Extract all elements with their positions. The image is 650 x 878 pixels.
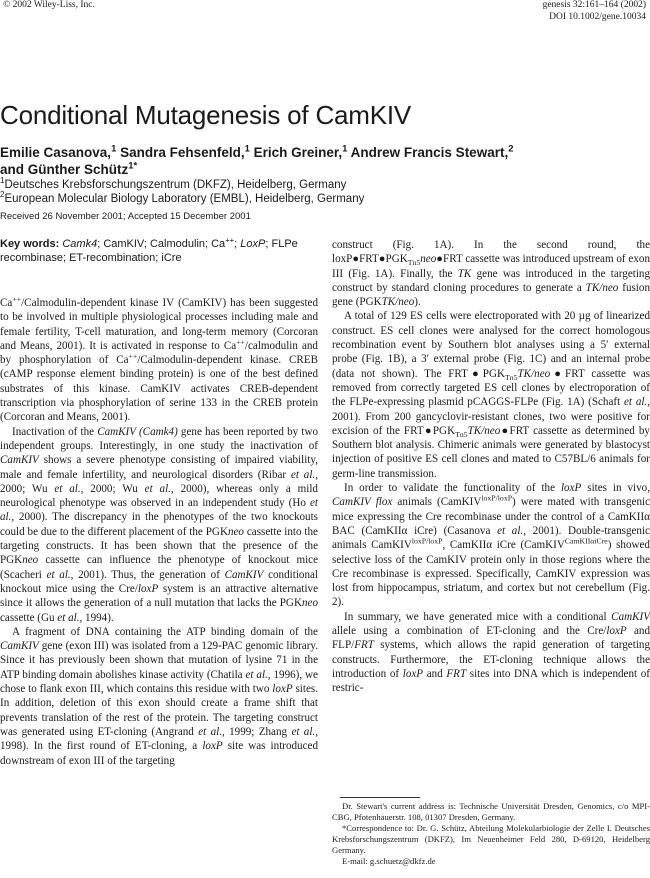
text-run: FRT bbox=[354, 639, 374, 652]
text-run: Tn5 bbox=[407, 258, 421, 268]
text-run: conditional knockout mice using the Cre/ bbox=[0, 568, 318, 595]
footnote-divider bbox=[340, 797, 420, 798]
text-run: et al., bbox=[54, 482, 84, 495]
paragraph bbox=[332, 238, 650, 309]
keyword: ; CamKIV; Calmodulin; Ca bbox=[97, 238, 226, 250]
text-run: neo bbox=[227, 525, 244, 538]
text-run: CamKIV (Camk4) bbox=[97, 425, 178, 438]
text-run: FRT bbox=[446, 667, 467, 680]
affil-marker: 1 bbox=[111, 143, 117, 155]
text-run: A fragment of DNA containing the ATP binding domain of the bbox=[12, 625, 318, 638]
text-run: 1998). In the first round of ET-cloning, a bbox=[0, 740, 203, 753]
text-run: CamKIIαiCre bbox=[564, 536, 608, 546]
affil-marker: 1 bbox=[342, 143, 348, 155]
text-run: shows a severe phenotype consisting of impaired viability, male and female infertility, and neurological disorders (Ribar bbox=[0, 454, 318, 481]
text-run: TK/neo bbox=[467, 424, 501, 437]
text-run: 1994). bbox=[82, 611, 114, 624]
text-run: 2000). The discrepancy in the phenotypes of the two knockouts could be due to the different placement of the PGK bbox=[0, 511, 318, 538]
text-run: et al., bbox=[57, 611, 83, 624]
affiliation bbox=[0, 178, 364, 192]
article-title: Conditional Mutagenesis of CamKIV bbox=[0, 100, 412, 130]
text-run: and FLP/ bbox=[332, 625, 650, 652]
text-run: fusion gene (PGK bbox=[332, 281, 650, 309]
paragraph bbox=[0, 425, 318, 625]
text-run: 2001). Thus, the generation of bbox=[73, 568, 225, 581]
text-run: ). bbox=[414, 296, 421, 309]
text-run: loxP bbox=[606, 625, 627, 638]
text-run: et al., bbox=[0, 497, 318, 524]
doi: DOI 10.1002/gene.10034 bbox=[549, 11, 646, 22]
text-run: construct (Fig. 1A). In the second round, the loxP●FRT●PGK bbox=[332, 239, 650, 266]
text-run: CamKIV bbox=[611, 610, 650, 623]
text-run: animals (CamKIV bbox=[392, 496, 482, 509]
keyword: Camk4 bbox=[62, 238, 98, 250]
text-run: TK bbox=[457, 267, 472, 280]
text-run: CamKIV bbox=[0, 454, 39, 467]
text-run: ●FRT cassette as determined by Southern blot analysis. Chimeric animals were generated by blastocyst injection of positive ES cell clones and mated to C57BL/6 animals for germ-line transmission. bbox=[332, 424, 650, 480]
keywords-label: Key words: bbox=[0, 238, 60, 250]
text-run: cassette can influence the phenotype of knockout mice (Scacheri bbox=[0, 554, 318, 581]
text-run: CamKIV flox bbox=[332, 496, 393, 509]
text-run: ) were mated with transgenic mice expressing the Cre recombinase under the control of a CamKIIα BAC (CamKIIα iCre) (Casanova bbox=[332, 496, 650, 537]
text-run: et al., bbox=[245, 668, 271, 681]
text-run: , CamKIIα iCre (CamKIV bbox=[442, 539, 565, 552]
text-run: neo bbox=[301, 597, 318, 610]
text-run: TK/neo bbox=[517, 367, 551, 380]
text-run: cassette (Gu bbox=[0, 611, 58, 624]
affil-text: European Molecular Biology Laboratory (EMBL), Heidelberg, Germany bbox=[4, 193, 365, 205]
text-run: 2001). From 200 gancyclovir-resistant clones, two were positive for excision of the FRT●PGK bbox=[332, 410, 650, 437]
keyword: LoxP bbox=[240, 238, 266, 250]
author: and Günther Schütz bbox=[0, 162, 129, 177]
text-run: ●FRT cassette was introduced upstream of exon III (Fig. 1A). Finally, the bbox=[332, 253, 650, 280]
footnote-email: E-mail: g.schuetz@dkfz.de bbox=[342, 856, 436, 866]
text-run: /Calmodulin-dependent kinase IV (CamKIV) has been suggested to be involved in multiple physiological processes including male and female fertility, T-cell maturation, and long-term memory (Corcoran and Means, 2001). It is activated in response to Ca bbox=[0, 297, 318, 352]
text-run: Ca bbox=[0, 297, 13, 309]
affil-text: Deutsches Krebsforschungszentrum (DKFZ), Heidelberg, Germany bbox=[4, 179, 347, 191]
text-run: et al., bbox=[144, 482, 174, 495]
body-column-left bbox=[0, 296, 318, 768]
text-run: neo bbox=[420, 253, 437, 266]
text-run: ++ bbox=[236, 337, 245, 347]
text-run: 1996), we chose to flank exon III, which contains this residue with two bbox=[0, 668, 318, 696]
paragraph bbox=[332, 610, 650, 696]
keyword-sep: ; bbox=[234, 238, 241, 250]
author: Sandra Fehsenfeld, bbox=[116, 145, 245, 160]
author: Erich Greiner, bbox=[249, 145, 343, 160]
text-run: ) showed selective loss of the CamKIV protein only in those regions where the Cre recombinase is expressed. Specifically, CamKIV expression was lost from hippocampus, striatum, and cortex but not cerebellum (Fig. 2). bbox=[332, 539, 650, 609]
text-run: loxP bbox=[137, 582, 159, 595]
text-run: et al., bbox=[291, 725, 318, 738]
text-run: and bbox=[423, 667, 447, 680]
text-run: In summary, we have generated mice with a conditional bbox=[344, 610, 612, 623]
keyword-sup: ++ bbox=[225, 235, 235, 245]
text-run: sites into DNA which is independent of restric- bbox=[332, 667, 650, 695]
text-run: Tn5 bbox=[505, 372, 518, 382]
text-run: /Calmodulin-dependent kinase. CREB (cAMP response element binding protein) is one of the best defined substrates of this kinase. CamKIV activates CREB-dependent transcription via phosphorylation of serine 133 in the CREB protein (Corcoran and Means, 2001). bbox=[0, 354, 319, 424]
copyright-notice: © 2002 Wiley-Liss, Inc. bbox=[3, 0, 95, 10]
journal-citation bbox=[543, 0, 646, 23]
text-run: loxP bbox=[560, 482, 582, 495]
text-run: loxP bbox=[202, 740, 223, 753]
text-run: CamKIV bbox=[224, 568, 264, 581]
footnote-address: Dr. Stewart's current address is: Technische Universität Dresden, Genomics, c/o MPI-CBG, Pfotenhauerstr. 108, 01307 Dresden, Germany. bbox=[332, 801, 650, 822]
text-run: loxP bbox=[272, 683, 293, 696]
text-run: ++ bbox=[12, 294, 22, 304]
text-run: ●FRT cassette was removed from correctly targeted ES cell clones by electroporation of the FLPe-expressing plasmid pCAGGS-FLPe (Fig. 1A) (Schaft bbox=[332, 367, 650, 409]
text-run: cassette into the targeting constructs. It has been shown that the presence of the PGK bbox=[0, 525, 318, 567]
text-run: In order to validate the functionality of the bbox=[344, 482, 561, 495]
text-run: et al., bbox=[46, 568, 74, 581]
text-run: et al., bbox=[624, 396, 650, 409]
text-run: loxP/loxP bbox=[411, 536, 443, 546]
text-run: neo bbox=[22, 554, 39, 567]
text-run: loxP/loxP bbox=[481, 493, 513, 503]
text-run: allele using a combination of ET-cloning and the Cre/ bbox=[332, 625, 607, 638]
text-run: sites in vivo, bbox=[581, 482, 650, 495]
text-run: 2000; Wu bbox=[0, 482, 55, 495]
affil-number: 1 bbox=[0, 176, 5, 186]
author: Andrew Francis Stewart, bbox=[347, 145, 509, 160]
text-run: /calmodulin and by phosphorylation of Ca bbox=[0, 339, 318, 367]
author: Emilie Casanova, bbox=[0, 145, 112, 160]
text-run: gene was introduced in the targeting construct by standard cloning procedures to generate a bbox=[332, 267, 650, 294]
keyword: ; FLPe recombinase; ET-recombination; iCre bbox=[0, 238, 298, 264]
text-run: loxP bbox=[402, 667, 424, 680]
text-run: et al., bbox=[290, 468, 318, 481]
text-run: 1999; Zhang bbox=[224, 725, 292, 738]
paragraph bbox=[332, 309, 650, 481]
text-run: 2000), whereas only a mild neurological phenotype was observed in an independent study (Ho bbox=[0, 482, 318, 510]
paragraph bbox=[0, 625, 318, 768]
paragraph bbox=[0, 296, 318, 425]
text-run: TK/neo bbox=[585, 281, 619, 294]
text-run: CamKIV bbox=[0, 640, 39, 653]
paragraph bbox=[332, 481, 650, 610]
text-run: A total of 129 ES cells were electroporated with 20 µg of linearized construct. ES cell clones were analysed for the correct homologous recombination event by Southern blot analyses using a 5′ external probe (Fig. 1B), a 3′ external probe (Fig. 1C) and an internal probe (data not shown). The FRT●PGK bbox=[332, 310, 650, 380]
text-run: TK/neo bbox=[381, 296, 415, 309]
text-run: Tn5 bbox=[455, 430, 468, 440]
text-run: system is an attractive alternative since it allows the generation of a null mutation that lacks the PGK bbox=[0, 582, 318, 610]
footnote-correspondence: *Correspondence to: Dr. G. Schütz, Abteilung Molekularbiologie der Zelle I. Deutsches Krebsforschungszentrum (DKFZ), Im Neuenheimer Feld 280, D-69120, Heidelberg Germany. bbox=[332, 823, 650, 855]
keywords bbox=[0, 235, 318, 265]
affil-marker: 1 bbox=[244, 143, 250, 155]
affil-marker: 1* bbox=[128, 160, 138, 172]
text-run: ++ bbox=[128, 351, 138, 361]
text-run: Inactivation of the bbox=[12, 425, 98, 438]
affiliations bbox=[0, 178, 364, 206]
author-list bbox=[0, 144, 640, 178]
body-column-right bbox=[332, 238, 650, 696]
text-run: gene has been reported by two independent groups. Interestingly, in one study the inactivation of bbox=[0, 425, 318, 452]
text-run: systems, which allows the rapid generation of targeting constructs. Furthermore, the ET-cloning technique allows the introduction of bbox=[332, 639, 650, 680]
text-run: sites. In addition, deletion of this exon should create a frame shift that prevents translation of the rest of the protein. The targeting construct was generated using ET-cloning (Angrand bbox=[0, 683, 318, 738]
received-dates: Received 26 November 2001; Accepted 15 December 2001 bbox=[0, 211, 251, 222]
text-run: et al., bbox=[497, 524, 526, 537]
footnotes bbox=[332, 801, 650, 867]
text-run: 2001). Double-transgenic animals CamKIV bbox=[332, 524, 650, 552]
affil-number: 2 bbox=[0, 190, 5, 200]
affil-marker: 2 bbox=[508, 143, 514, 155]
text-run: gene (exon III) was isolated from a 129-PAC genomic library. Since it has previously been shown that mutation of lysine 71 in the ATP binding domain abolishes kinase activity (Chatila bbox=[0, 640, 318, 681]
text-run: et al., bbox=[198, 725, 225, 738]
journal-issue: genesis 32:161–164 (2002) bbox=[542, 0, 646, 10]
affiliation bbox=[0, 192, 364, 206]
text-run: site was introduced downstream of exon III of the targeting bbox=[0, 740, 319, 767]
text-run: 2000; Wu bbox=[83, 482, 145, 495]
